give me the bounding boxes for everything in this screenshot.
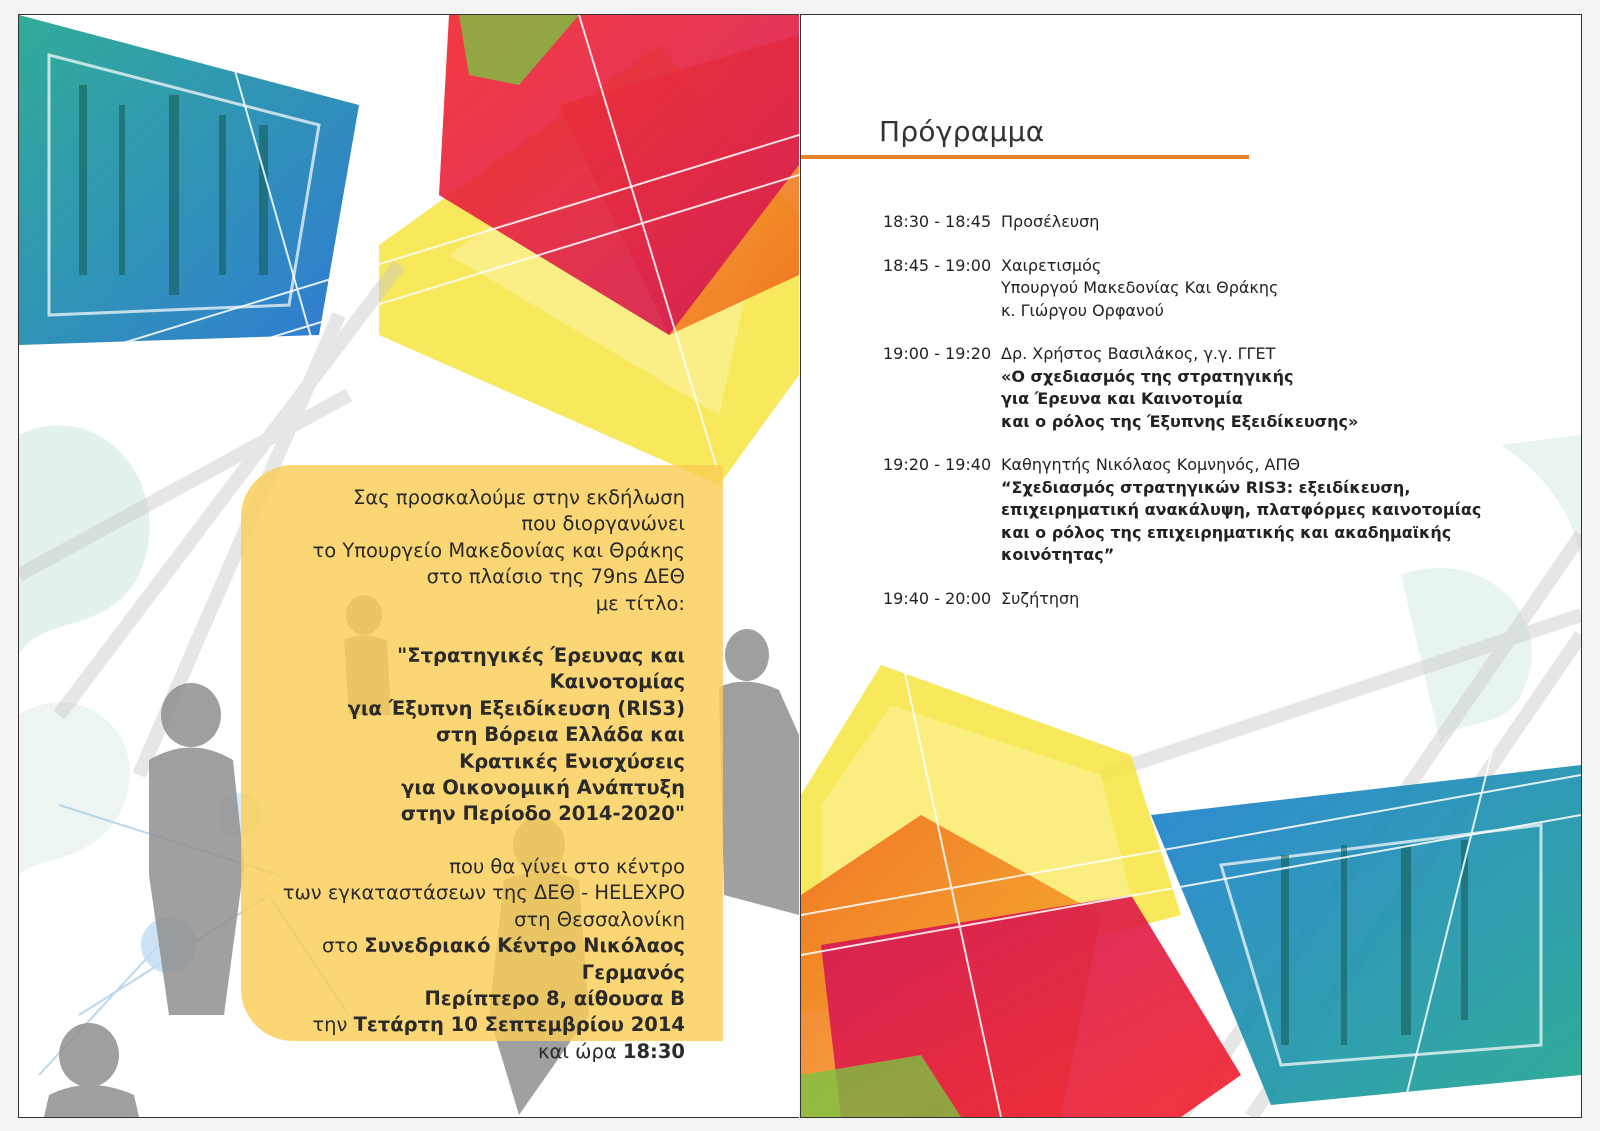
event-time: 18:30 [622, 1039, 685, 1063]
invite-intro-line: στο πλαίσιο της 79ns ΔΕΘ [426, 565, 685, 589]
event-title-line: "Στρατηγικές Έρευνας και Καινοτομίας [397, 644, 685, 694]
event-date: Τετάρτη 10 Σεπτεμβρίου 2014 [353, 1013, 685, 1037]
invite-intro-line: Σας προσκαλούμε στην εκδήλωση [353, 486, 685, 509]
schedule-description: Συζήτηση [1001, 588, 1080, 608]
invite-intro-line: το Υπουργείο Μακεδονίας και Θράκης [312, 538, 685, 562]
schedule-item [883, 211, 1523, 234]
program-title: Πρόγραμμα [879, 115, 1045, 148]
event-title-line: στη Βόρεια Ελλάδα και [436, 723, 685, 747]
venue-line: στη Θεσσαλονίκη [514, 907, 685, 931]
schedule-time: 18:30 - 18:45 [883, 212, 992, 231]
schedule-time: 18:45 - 19:00 [883, 255, 992, 275]
right-page [800, 14, 1582, 1118]
event-title-line: Κρατικές Ενισχύσεις [459, 749, 685, 773]
pavilion: Περίπτερο 8, αίθουσα Β [424, 986, 685, 1010]
schedule-description: Δρ. Χρήστος Βασιλάκος, γ.γ. ΓΓΕΤ «Ο σχεδιασμός της στρατηγικής για Έρευνα και Καινοτομία και ο ρόλος της Έξυπνης Εξειδίκευσης» [1001, 344, 1359, 431]
event-title-line: στην Περίοδο 2014-2020" [400, 802, 685, 826]
schedule-time: 19:20 - 19:40 [883, 455, 992, 474]
venue-line: που θα γίνει στο κέντρο [449, 854, 685, 878]
schedule-item [883, 454, 1523, 567]
schedule-item [883, 343, 1523, 433]
schedule-time: 19:40 - 20:00 [883, 588, 992, 608]
left-page [18, 14, 799, 1118]
event-title-line: για Οικονομική Ανάπτυξη [401, 776, 685, 800]
venue-line: των εγκαταστάσεων της ΔΕΘ - HELEXPO [282, 881, 685, 905]
schedule-description: Προσέλευση [1001, 212, 1100, 231]
schedule-description: Χαιρετισμός Υπουργού Μακεδονίας Και Θράκης κ. Γιώργου Ορφανού [1001, 255, 1279, 320]
event-time-line: και ώρα 18:30 [538, 1039, 685, 1063]
event-title-line: για Έξυπνη Εξειδίκευση (RIS3) [347, 696, 685, 720]
schedule-time: 19:00 - 19:20 [883, 344, 992, 363]
invite-intro-line: με τίτλο: [595, 591, 685, 615]
invite-intro-line: που διοργανώνει [521, 512, 685, 536]
event-date-line: την Τετάρτη 10 Σεπτεμβρίου 2014 [312, 1013, 685, 1037]
schedule-item [883, 255, 1523, 323]
invitation-box [241, 465, 723, 1063]
program-schedule [883, 211, 1523, 631]
venue-name: Συνεδριακό Κέντρο Νικόλαος Γερμανός [364, 934, 685, 984]
venue-name-line: στο Συνεδριακό Κέντρο Νικόλαος Γερμανός [322, 934, 685, 984]
schedule-item [883, 588, 1523, 611]
schedule-description: Καθηγητής Νικόλαος Κομνηνός, ΑΠΘ “Σχεδιασμός στρατηγικών RIS3: εξειδίκευση, επιχειρηματική ανακάλυψη, πλατφόρμες καινοτομίας και ο ρόλος της επιχειρηματικής και ακαδημαϊκής κοινότητας” [1001, 455, 1482, 564]
title-underline [801, 155, 1249, 159]
